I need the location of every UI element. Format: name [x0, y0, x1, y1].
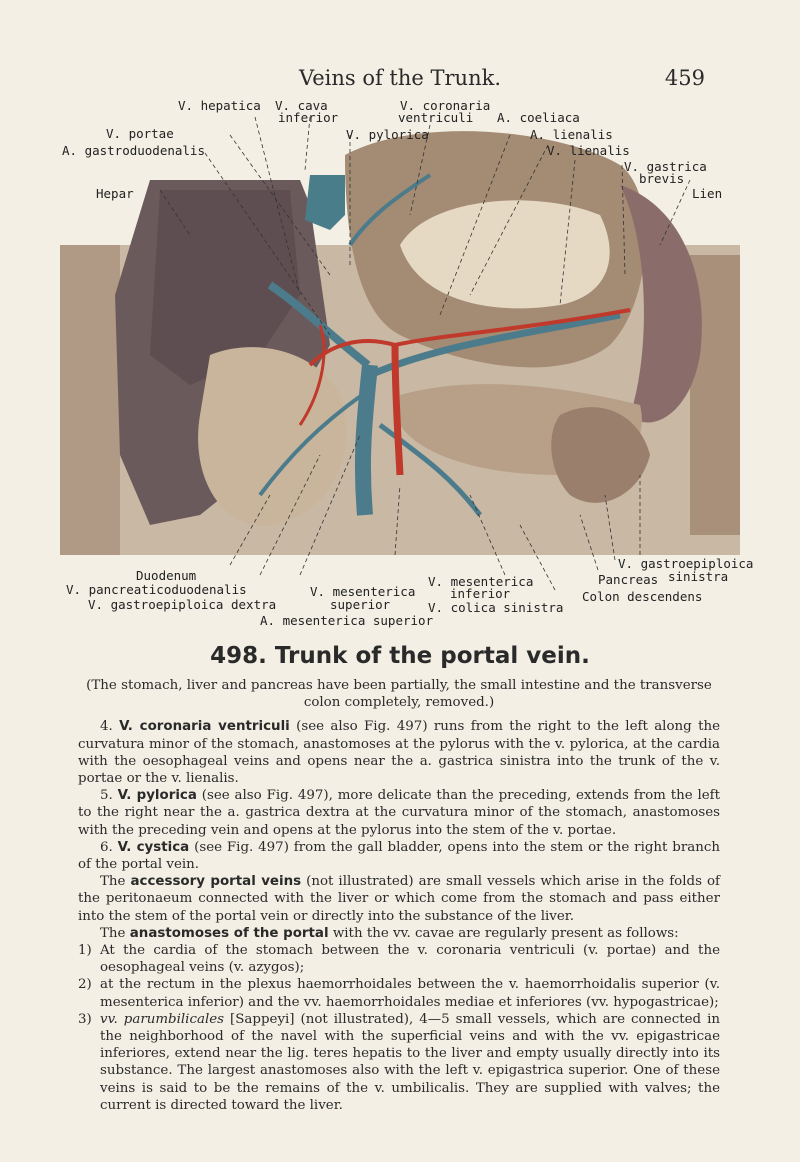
list-text: at the rectum in the plexus haemorrhoidales between the v. haemorrhoidalis superior (v. mesenterica inferior) and the vv. haemorrhoidales mediae et inferiores (vv. hypogastricae);: [100, 977, 720, 1010]
portal-vein-trunk: [363, 365, 370, 515]
list-number: 3): [78, 1011, 92, 1027]
item3-body: [Sappeyi] (not illustrated), 4—5 small vessels, which are connected in the neighborhood of the navel with the superficial veins and with the vv. epigastricae inferiores, extend near the lig. teres hepatis to the liver and empty usually directly into its substance. The largest anastomoses also with the left v. epigastrica superior. One of these veins is said to be the remains of the v. umbilicalis. They are supplied with valves; the current is directed toward the liver.: [100, 1011, 720, 1113]
p7-pre: The: [100, 874, 126, 890]
intro-note: (The stomach, liver and pancreas have been partially, the small intestine and the transverse colon completely, removed.): [86, 678, 712, 711]
body-wall-left: [60, 245, 120, 555]
label-ventriculi: ventriculi: [398, 110, 474, 125]
label-v-colica-sinistra: V. colica sinistra: [428, 600, 564, 615]
paragraph-accessory: [78, 873, 720, 925]
label-superior: superior: [330, 597, 391, 612]
list-item: [78, 1011, 720, 1114]
p8-pre: The: [100, 925, 126, 941]
label-v-lienalis: V. lienalis: [547, 143, 630, 158]
label-inferior: inferior: [450, 586, 511, 601]
item3-term: vv. parumbilicales: [100, 1011, 225, 1027]
label-sinistra: sinistra: [668, 569, 729, 584]
label-v-gastroepiploica-sinistra: V. gastroepiploica: [618, 556, 754, 571]
p7-body: (not illustrated) are small vessels which arise in the folds of the peritonaeum connected with the liver or which come from the stomach and pass either into the stem of the portal vein or directly into the substance of the liver.: [78, 874, 720, 924]
p4-term: V. coronaria ventriculi: [119, 719, 290, 735]
label-colon-descendens: Colon descendens: [582, 589, 703, 604]
p4-body: (see also Fig. 497) runs from the right to the left along the curvatura minor of the stomach, anastomoses at the pylorus with the v. pylorica, at the cardia with the oesophageal veins and opens near the a. gastrica sinistra into the trunk of the v. portae or the v. lienalis.: [78, 719, 721, 787]
label-v-mesenterica-superior: V. mesenterica: [310, 584, 416, 599]
label-lien: Lien: [692, 186, 723, 201]
paragraph-5: [78, 787, 720, 839]
p6-number: 6.: [100, 839, 113, 855]
list-text: At the cardia of the stomach between the v. coronaria ventriculi (v. portae) and the oesophageal veins (v. azygos);: [100, 943, 720, 976]
p5-body: (see also Fig. 497), more delicate than the preceding, extends from the left to the right near the a. gastrica dextra at the curvatura minor of the stomach, anastomoses with the preceding vein and opens at the pylorus into the stem of the v. portae.: [78, 788, 721, 838]
p4-number: 4.: [100, 719, 113, 735]
label-pancreas: Pancreas: [598, 572, 659, 587]
label-duodenum: Duodenum: [136, 568, 197, 583]
anatomical-figure: [0, 95, 800, 655]
list-item: [78, 976, 720, 1010]
page-number: 459: [664, 66, 705, 90]
p8-term: anastomoses of the portal: [129, 925, 329, 941]
label-hepar: Hepar: [96, 186, 134, 201]
paragraph-anastomoses: [78, 925, 720, 942]
label-v-coronaria: V. coronaria: [400, 98, 491, 113]
label-a-gastroduodenalis: A. gastroduodenalis: [62, 143, 205, 158]
figure-caption: 498. Trunk of the portal vein.: [210, 643, 590, 669]
label-a-coeliaca: A. coeliaca: [497, 110, 580, 125]
label-v-cava-inferior: inferior: [278, 110, 339, 125]
paragraph-4: [78, 718, 720, 787]
p5-number: 5.: [100, 788, 113, 804]
running-title: Veins of the Trunk.: [298, 66, 501, 90]
label-v-hepatica: V. hepatica: [178, 98, 261, 113]
label-a-lienalis: A. lienalis: [530, 127, 613, 142]
list-number: 1): [78, 943, 92, 959]
label-v-gastroepiploica-dextra: V. gastroepiploica dextra: [88, 597, 277, 612]
paragraph-6: [78, 839, 720, 873]
label-v-gastrica: V. gastrica: [624, 159, 707, 174]
p6-term: V. cystica: [117, 839, 190, 855]
label-v-cava: V. cava: [275, 98, 328, 113]
list-item: [78, 942, 720, 976]
label-v-mesenterica-inferior: V. mesenterica: [428, 574, 534, 589]
running-head: [0, 64, 800, 94]
label-v-pancreaticoduodenalis: V. pancreaticoduodenalis: [66, 582, 247, 597]
body-text: [78, 677, 720, 1114]
p5-term: V. pylorica: [117, 788, 197, 804]
vena-cava-inferior: [305, 175, 345, 230]
p6-body: (see Fig. 497) from the gall bladder, opens into the stem or the right branch of the portal vein.: [78, 839, 720, 873]
list-number: 2): [78, 977, 92, 993]
label-v-portae: V. portae: [106, 126, 174, 141]
label-v-pylorica: V. pylorica: [346, 127, 429, 142]
p8-body: with the vv. cavae are regularly present as follows:: [332, 925, 679, 941]
label-brevis: brevis: [639, 171, 685, 186]
p7-term: accessory portal veins: [130, 874, 302, 890]
label-a-mesenterica-superior: A. mesenterica superior: [260, 613, 434, 628]
